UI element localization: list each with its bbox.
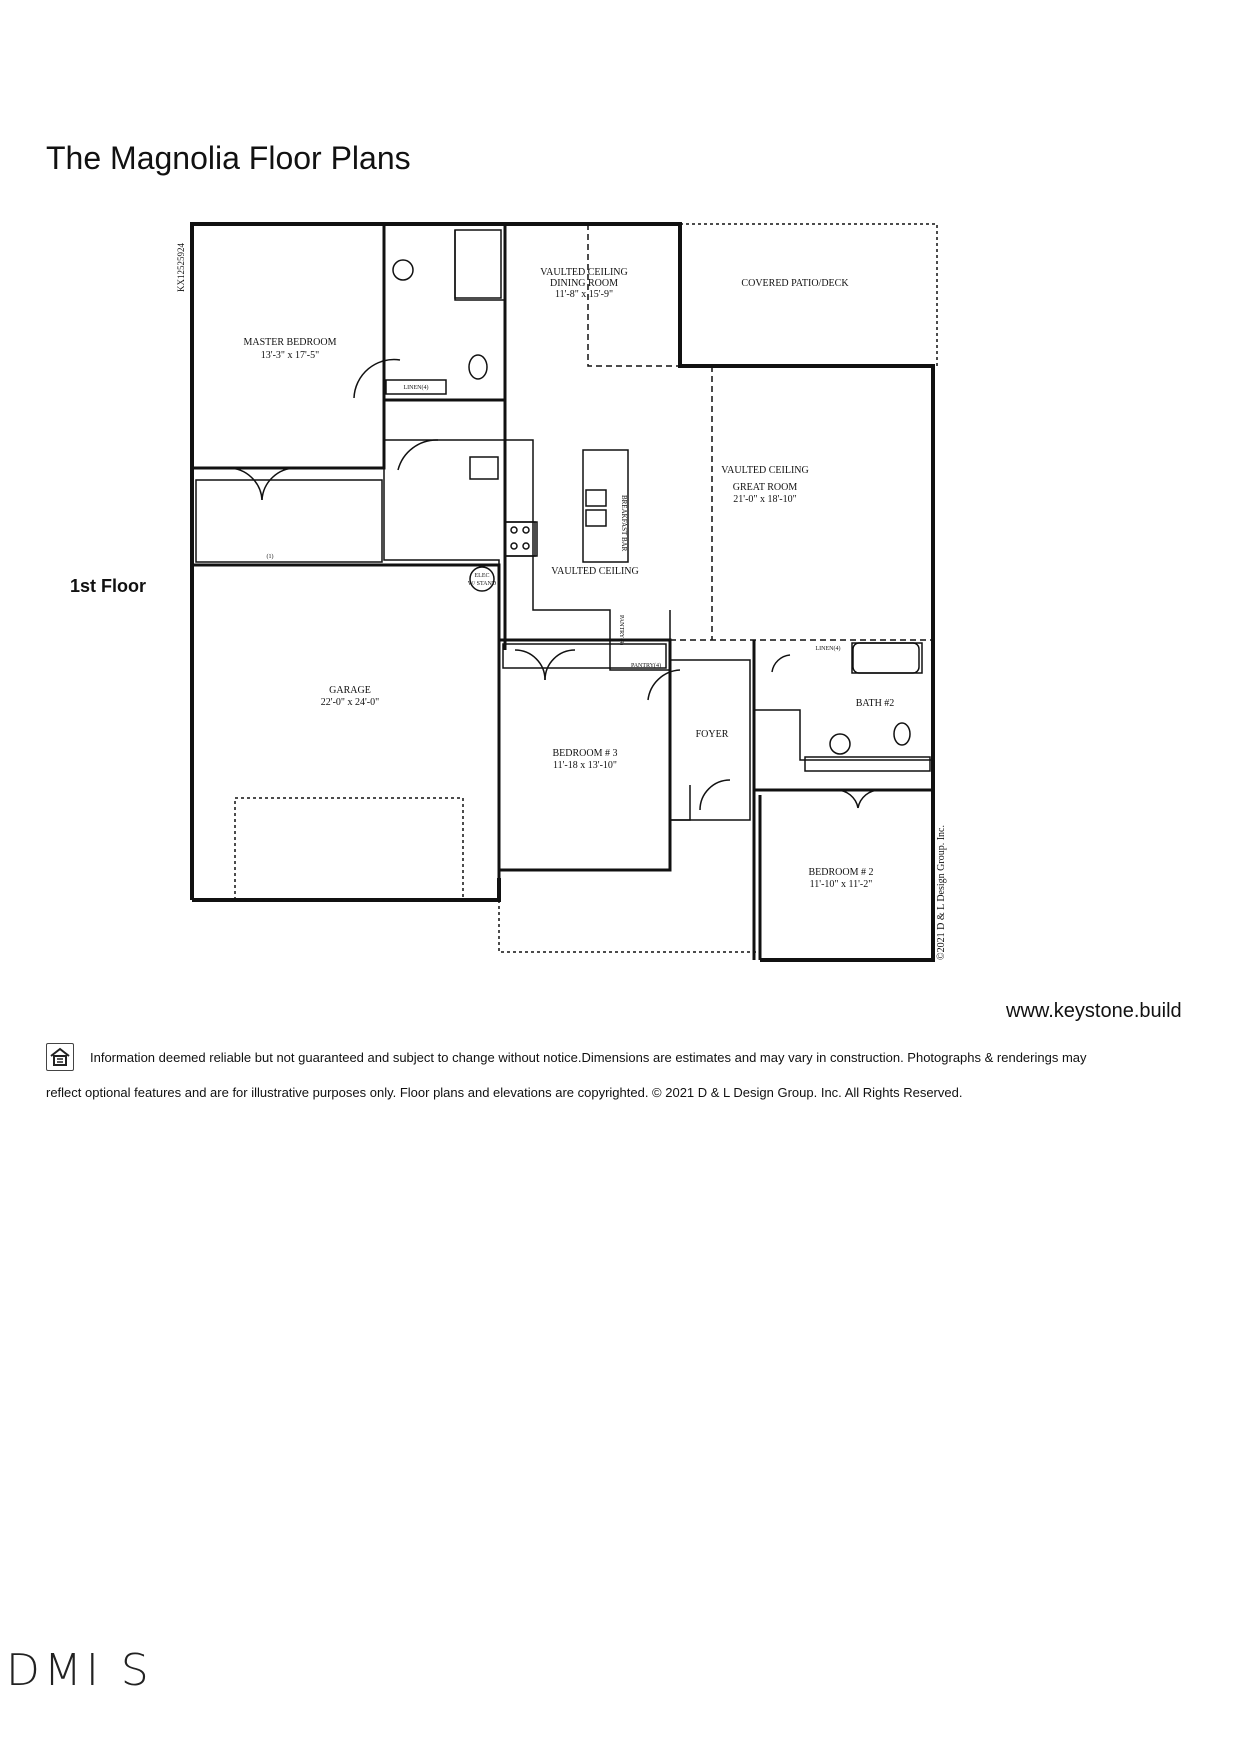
equal-housing-icon [46,1043,74,1071]
bedroom-3-dims: 11'-18 x 13'-10" [553,760,617,771]
website-link[interactable]: www.keystone.build [1006,1000,1182,1022]
disclaimer-line-1: Information deemed reliable but not guaranteed and subject to change without notice.Dimensions are estimates and may vary in construction. Photographs & renderings may [90,1050,1087,1065]
master-bedroom-label: MASTER BEDROOM [243,337,337,348]
elec-label: ELEC [474,573,490,579]
page-title: The Magnolia Floor Plans [46,140,411,176]
plan-copyright-label: ©2021 D & L Design Group. Inc. [936,825,947,960]
foyer-label: FOYER [695,729,729,740]
plan-id-label: KX12525924 [176,243,186,292]
floor-plan [150,215,950,975]
master-bedroom-dims: 13'-3" x 17'-5" [260,350,320,361]
bath-2-label: BATH #2 [855,698,895,709]
bedroom-2-label: BEDROOM # 2 [808,867,874,878]
great-room-label: GREAT ROOM [732,482,798,493]
patio-label: COVERED PATIO/DECK [741,278,849,289]
watermark-logo: DMI S [6,1645,153,1696]
shelf-label: (1) [266,554,274,560]
floor-label: 1st Floor [70,576,147,596]
disclaimer-line-2: reflect optional features and are for illustrative purposes only. Floor plans and elevations are copyrighted. © 2021 D & L Design Group. Inc. All Rights Reserved. [46,1085,963,1100]
pantry-label-vertical: PANTRY(4) [618,615,624,646]
dining-ceiling-label: VAULTED CEILING [540,267,628,278]
wh-stand-label: W/ STAND [467,581,497,587]
linen-label-master: LINEN(4) [403,385,429,391]
pantry-label-horizontal: PANTRY(4) [630,663,662,669]
bedroom-2-dims: 11'-10" x 11'-2" [809,879,873,890]
linen-label-bath: LINEN(4) [815,646,841,652]
garage-dims: 22'-0" x 24'-0" [320,697,380,708]
great-room-dims: 21'-0" x 18'-10" [733,494,797,505]
dining-room-dims: 11'-8" x 15'-9" [554,289,614,300]
breakfast-bar-label: BREAKFAST BAR [620,495,628,552]
bedroom-3-label: BEDROOM # 3 [552,748,618,759]
kitchen-ceiling-label: VAULTED CEILING [551,566,639,577]
dining-room-label: DINING ROOM [549,278,619,289]
garage-label: GARAGE [329,685,371,696]
great-ceiling-label: VAULTED CEILING [721,465,809,476]
